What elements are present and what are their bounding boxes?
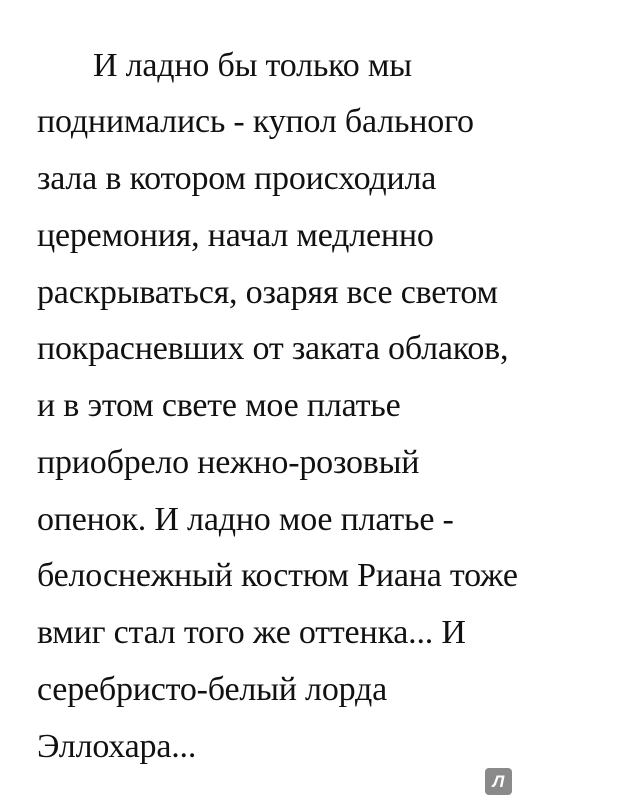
paragraph-line: И ладно бы только мы [93, 47, 412, 84]
paragraph-line: вмиг стал того же оттенка... И [37, 614, 466, 651]
paragraph-line: Эллохара... [37, 728, 197, 765]
paragraph-line: и в этом свете мое платье [37, 387, 401, 424]
paragraph-line: белоснежный костюм Риана тоже [37, 557, 518, 594]
paragraph-line: покрасневших от заката облаков, [37, 330, 509, 367]
paragraph-line: зала в котором происходила [37, 160, 437, 197]
paragraph-line: раскрываться, озаряя все светом [37, 274, 498, 311]
litres-logo-icon [485, 768, 512, 795]
logo-letter: Л [492, 772, 505, 791]
paragraph-line: серебристо-белый лорда [37, 671, 387, 708]
paragraph-line: церемония, начал медленно [37, 217, 434, 254]
paragraph-line: приобрело нежно-розовый [37, 444, 420, 481]
paragraph-line: поднимались - купол бального [37, 103, 474, 140]
paragraph-line: опенок. И ладно мое платье - [37, 501, 454, 538]
